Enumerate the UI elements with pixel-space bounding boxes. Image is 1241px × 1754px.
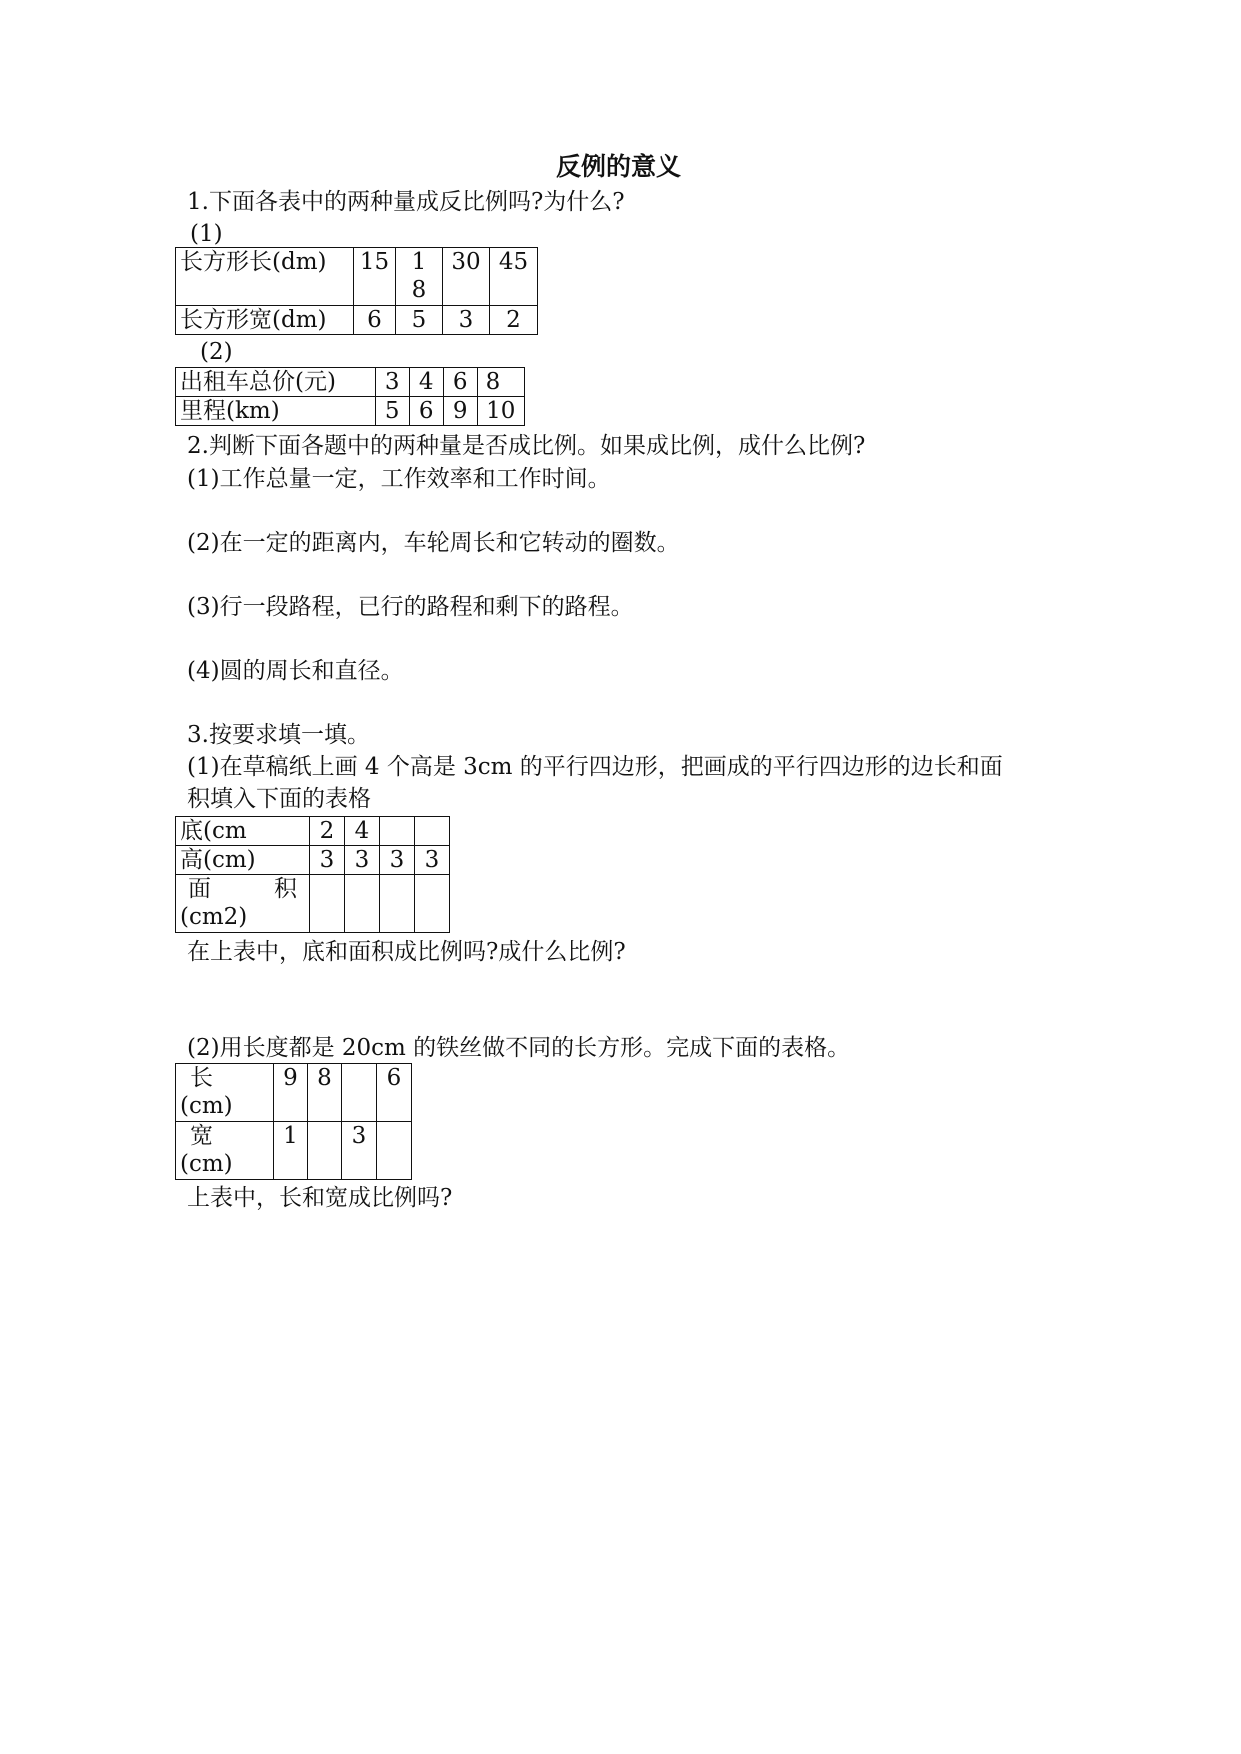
table-cell: 18 (396, 248, 443, 306)
table-row (176, 846, 450, 875)
row-label-part: 宽 (190, 1123, 213, 1149)
table-cell: 6 (377, 1064, 412, 1122)
table-row (176, 397, 525, 426)
table-cell: 6 (409, 397, 443, 426)
q1-heading: 1.下面各表中的两种量成反比例吗?为什么? (187, 189, 625, 215)
table-row (176, 1122, 412, 1180)
row-label (176, 875, 310, 933)
table-cell: 3 (345, 846, 380, 875)
table-cell: 3 (443, 306, 490, 335)
table-cell: 6 (443, 368, 477, 397)
table-cell[interactable] (380, 875, 415, 933)
q1-part2-label: (2) (200, 339, 233, 365)
row-label-part: 长 (190, 1065, 213, 1091)
table-cell: 3 (380, 846, 415, 875)
table-cell: 3 (310, 846, 345, 875)
table-cell: 9 (443, 397, 477, 426)
row-label: 里程(km) (176, 397, 376, 426)
row-label-unit: (cm) (180, 1151, 233, 1177)
table-rectangle-wire (175, 1063, 412, 1180)
table-cell (415, 817, 450, 846)
q2-item: (1)工作总量一定，工作效率和工作时间。 (187, 466, 611, 492)
row-label (176, 1122, 274, 1180)
row-label: 出租车总价(元) (176, 368, 376, 397)
table-cell: 2 (310, 817, 345, 846)
q2-item: (3)行一段路程，已行的路程和剩下的路程。 (187, 594, 634, 620)
table-cell: 9 (274, 1064, 308, 1122)
table-cell: 2 (490, 306, 538, 335)
table-cell (380, 817, 415, 846)
row-label-unit: (cm) (180, 1093, 233, 1119)
row-label: 高(cm) (176, 846, 310, 875)
table-row (176, 306, 538, 335)
q3-heading: 3.按要求填一填。 (187, 722, 370, 748)
table-cell[interactable] (377, 1122, 412, 1180)
q2-heading: 2.判断下面各题中的两种量是否成比例。如果成比例，成什么比例? (187, 433, 866, 459)
table-cell: 4 (345, 817, 380, 846)
table-cell: 45 (490, 248, 538, 306)
q3-part1-line: 积填入下面的表格 (187, 786, 371, 812)
table-cell: 8 (308, 1064, 342, 1122)
table-cell: 4 (409, 368, 443, 397)
table-taxi-price-distance (175, 367, 525, 426)
table-row (176, 368, 525, 397)
q2-item: (4)圆的周长和直径。 (187, 658, 404, 684)
table-row (176, 248, 538, 306)
table-row (176, 817, 450, 846)
page-title: 反例的意义 (556, 152, 682, 181)
table-cell[interactable] (342, 1064, 377, 1122)
table-cell: 5 (396, 306, 443, 335)
table-cell: 5 (375, 397, 409, 426)
table-cell[interactable] (345, 875, 380, 933)
table-cell[interactable] (415, 875, 450, 933)
row-label-part: 积 (274, 876, 297, 902)
table-cell: 30 (443, 248, 490, 306)
row-label: 底(cm (176, 817, 310, 846)
q3-part1-line: (1)在草稿纸上画 4 个高是 3cm 的平行四边形，把画成的平行四边形的边长和面 (187, 754, 1003, 780)
table-cell: 6 (354, 306, 396, 335)
table-cell[interactable] (308, 1122, 342, 1180)
q3-part2-line: (2)用长度都是 20cm 的铁丝做不同的长方形。完成下面的表格。 (187, 1035, 851, 1061)
row-label: 长方形宽(dm) (176, 306, 354, 335)
row-label-part: 面 (188, 876, 211, 902)
table-row (176, 875, 450, 933)
table-cell: 3 (375, 368, 409, 397)
table-cell: 15 (354, 248, 396, 306)
table-cell[interactable] (310, 875, 345, 933)
q3-part2-question: 上表中，长和宽成比例吗? (187, 1185, 453, 1211)
q1-part1-label: (1) (190, 221, 223, 247)
table-cell: 3 (342, 1122, 377, 1180)
table-row (176, 1064, 412, 1122)
row-label-unit: (cm2) (180, 904, 248, 930)
table-cell: 10 (477, 397, 524, 426)
table-cell: 8 (477, 368, 524, 397)
row-label (176, 1064, 274, 1122)
table-cell: 1 (274, 1122, 308, 1180)
row-label: 长方形长(dm) (176, 248, 354, 306)
table-cell: 3 (415, 846, 450, 875)
q3-part1-question: 在上表中，底和面积成比例吗?成什么比例? (187, 939, 626, 965)
table-parallelogram (175, 816, 450, 933)
q2-item: (2)在一定的距离内，车轮周长和它转动的圈数。 (187, 530, 680, 556)
table-rect-length-width (175, 247, 538, 335)
